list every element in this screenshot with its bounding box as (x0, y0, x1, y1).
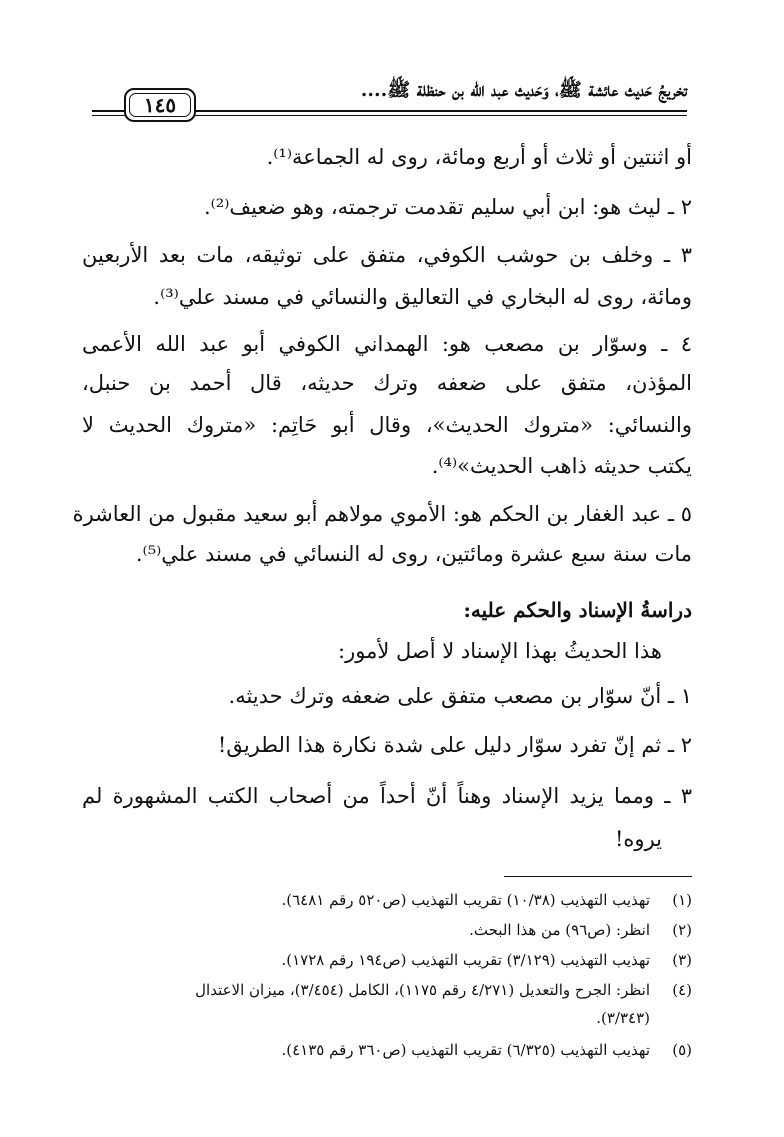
reason-item-1: ١ ـ أنّ سوّار بن مصعب متفق على ضعفه وترك حديثه. (228, 684, 692, 708)
narrator-item-5-cont: مات سنة سبع عشرة ومائتين، روى له النسائي في مسند علي⁽⁵⁾. (135, 542, 692, 566)
page-number-frame (124, 88, 196, 122)
footnote-number: (٣) (672, 951, 692, 969)
narrator-item-3-cont: ومائة، روى له البخاري في التعاليق والنسائي في مسند علي⁽³⁾. (153, 285, 692, 309)
page-number: ١٤٥ (143, 93, 177, 117)
footnote-2 (82, 916, 692, 944)
footnote-text: تهذيب التهذيب (٦/٣٢٥) تقريب التهذيب (ص٣٦٠ رقم ٤١٣٥). (281, 1041, 650, 1059)
reason-item-3-cont: يروه! (614, 827, 662, 851)
narrator-item-5: ٥ ـ عبد الغفار بن الحكم هو: الأموي مولاهم أبو سعيد مقبول من العاشرة (72, 502, 692, 526)
narrator-item-4-cont: المؤذن، متفق على ضعفه وترك حديثه، قال أحمد بن حنبل، (82, 371, 692, 395)
footnote-number: (٢) (672, 921, 692, 939)
footnote-1 (82, 886, 692, 914)
footnote-text: تهذيب التهذيب (٣/١٢٩) تقريب التهذيب (ص١٩٤ رقم ١٧٢٨). (281, 951, 650, 969)
narrator-item-3: ٣ ـ وخلف بن حوشب الكوفي، متفق على توثيقه، مات بعد الأربعين (82, 243, 692, 267)
footnote-5 (82, 1036, 692, 1064)
reason-item-3: ٣ ـ ومما يزيد الإسناد وهناً أنّ أحداً من أصحاب الكتب المشهورة لم (82, 784, 692, 808)
footnote-text: انظر: الجرح والتعديل (٤/٢٧١ رقم ١١٧٥)، الكامل (٣/٤٥٤)، ميزان الاعتدال (195, 981, 650, 999)
footnote-3 (82, 946, 692, 974)
footnote-text: انظر: (ص٩٦) من هذا البحث. (469, 921, 650, 939)
footnote-number: (١) (672, 891, 692, 909)
footnote-number: (٥) (672, 1041, 692, 1059)
narrator-item-4-cont: يكتب حديثه ذاهب الحديث»⁽⁴⁾. (431, 454, 692, 478)
header-title: تخريجُ حَديث عائشة ﷺ، وَحَديث عبد الله بن حنظلة ﷺ.... (360, 79, 687, 101)
section-title: دراسةُ الإسناد والحكم عليه: (463, 598, 692, 622)
narrator-item-4: ٤ ـ وسوّار بن مصعب هو: الهمداني الكوفي أبو عبد الله الأعمى (82, 332, 692, 356)
footnote-text: تهذيب التهذيب (١٠/٣٨) تقريب التهذيب (ص٥٢٠ رقم ٦٤٨١). (281, 891, 650, 909)
body-line: أو اثنتين أو ثلاث أو أربع ومائة، روى له الجماعة⁽¹⁾. (266, 145, 692, 169)
footnote-4-cont: (٣/٣٤٣). (596, 1009, 650, 1027)
footnote-4 (82, 976, 692, 1004)
narrator-item-2: ٢ ـ ليث هو: ابن أبي سليم تقدمت ترجمته، وهو ضعيف⁽²⁾. (203, 195, 692, 219)
reason-item-2: ٢ ـ ثم إنّ تفرد سوّار دليل على شدة نكارة هذا الطريق! (217, 733, 692, 757)
section-intro: هذا الحديثُ بهذا الإسناد لا أصل لأمور: (338, 639, 662, 663)
running-header (92, 72, 687, 120)
footnote-number: (٤) (672, 981, 692, 999)
footnote-separator (504, 876, 692, 877)
narrator-item-4-cont: والنسائي: «متروك الحديث»، وقال أبو حَاتِم: «متروك الحديث لا (82, 413, 692, 437)
